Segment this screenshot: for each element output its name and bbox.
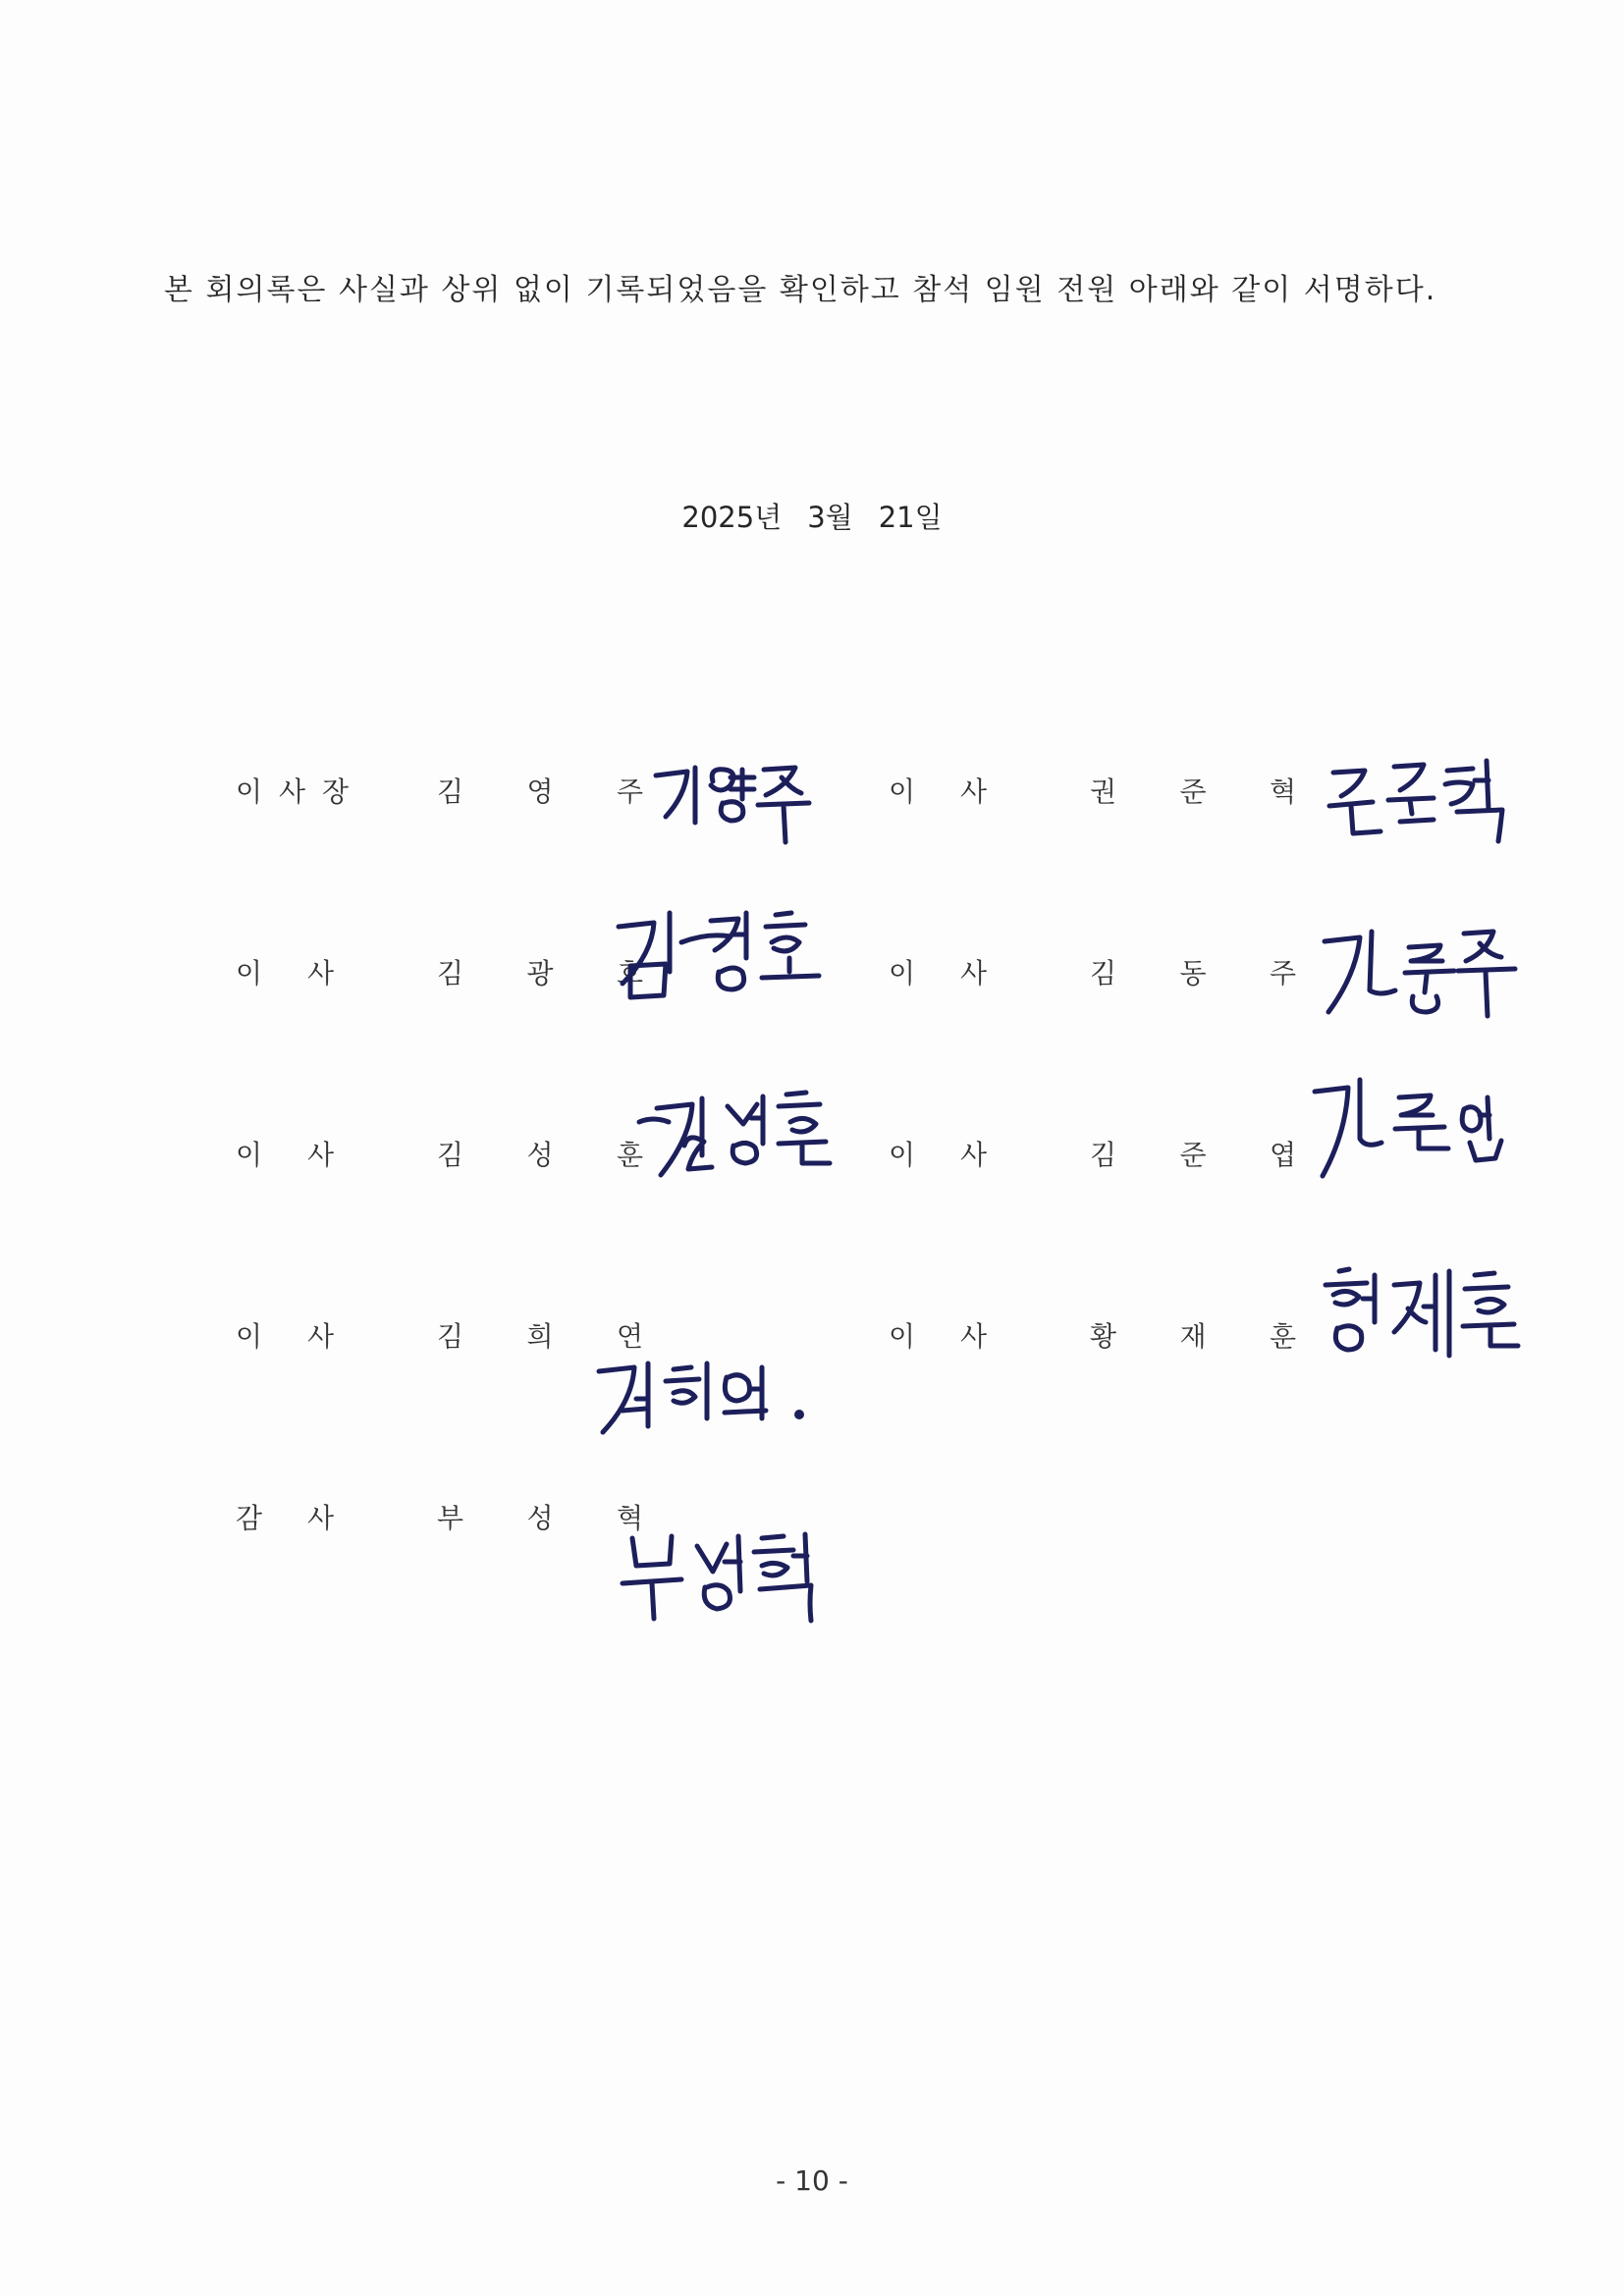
char: 김 — [1090, 1139, 1117, 1171]
date-year: 2025년 — [681, 501, 783, 534]
char: 사 — [306, 1139, 334, 1171]
char: 김 — [437, 775, 464, 808]
char: 사 — [306, 957, 334, 989]
char: 훈 — [1269, 1320, 1296, 1353]
char: 재 — [1179, 1320, 1207, 1353]
char: 호 — [616, 957, 643, 989]
signature-kim-sunghoon — [633, 1085, 839, 1183]
date-month: 3월 — [807, 501, 853, 534]
char: 준 — [1179, 775, 1207, 808]
signatory-role — [889, 771, 987, 810]
signature-hwang-jaehoon — [1316, 1261, 1532, 1379]
char: 영 — [526, 775, 554, 808]
char: 이 — [889, 957, 916, 989]
signatory-role — [889, 1315, 987, 1355]
signatory-role — [236, 1497, 334, 1536]
char: 김 — [437, 1320, 464, 1353]
char: 사 — [306, 1320, 334, 1353]
char: 이 — [236, 957, 263, 989]
char: 사 — [959, 957, 987, 989]
confirmation-statement: 본 회의록은 사실과 상위 없이 기록되었음을 확인하고 참석 임원 전원 아래와 같이 서명하다. — [164, 273, 1437, 307]
signature-kim-heeyeon — [589, 1350, 825, 1448]
char: 이 — [889, 1139, 916, 1171]
char: 희 — [526, 1320, 554, 1353]
char: 부 — [437, 1502, 464, 1534]
char: 혁 — [616, 1502, 643, 1534]
signature-kim-kwangho — [609, 903, 835, 1011]
char: 엽 — [1269, 1139, 1296, 1171]
char: 이 — [236, 1139, 263, 1171]
char: 사 — [959, 775, 987, 808]
char: 성 — [526, 1139, 554, 1171]
char: 성 — [526, 1502, 554, 1534]
char: 황 — [1090, 1320, 1117, 1353]
char: 김 — [1090, 957, 1117, 989]
char: 이 — [236, 775, 263, 808]
char: 이 — [889, 775, 916, 808]
char: 준 — [1179, 1139, 1207, 1171]
char: 광 — [526, 957, 554, 989]
char: 연 — [616, 1320, 643, 1353]
signatory-name — [437, 1497, 643, 1536]
signatory-name — [1090, 771, 1296, 810]
meeting-date — [0, 496, 1624, 536]
char: 장 — [321, 775, 349, 808]
signatory-role — [889, 952, 987, 991]
char: 권 — [1090, 775, 1117, 808]
char: 사 — [959, 1320, 987, 1353]
char: 혁 — [1269, 775, 1296, 808]
char: 동 — [1179, 957, 1207, 989]
char: 훈 — [616, 1139, 643, 1171]
date-day: 21일 — [878, 501, 943, 534]
char: 이 — [889, 1320, 916, 1353]
signature-kim-youngju — [648, 756, 815, 844]
signature-bu-sunghyuk — [619, 1526, 835, 1625]
signature-kwon-junhyuk — [1326, 751, 1522, 844]
signatory-name — [1090, 1134, 1296, 1173]
signature-kim-junyeop — [1301, 1070, 1527, 1183]
char: 사 — [278, 775, 306, 808]
char: 사 — [959, 1139, 987, 1171]
page-number: - 10 - — [776, 2164, 848, 2197]
char: 주 — [1269, 957, 1296, 989]
char: 주 — [616, 775, 643, 808]
char: 김 — [437, 957, 464, 989]
char: 감 — [236, 1502, 263, 1534]
char: 이 — [236, 1320, 263, 1353]
signature-kim-dongju — [1311, 918, 1527, 1021]
signatory-role — [889, 1134, 987, 1173]
signatory-name — [1090, 952, 1296, 991]
char: 사 — [306, 1502, 334, 1534]
char: 김 — [437, 1139, 464, 1171]
signatory-name — [1090, 1315, 1296, 1355]
